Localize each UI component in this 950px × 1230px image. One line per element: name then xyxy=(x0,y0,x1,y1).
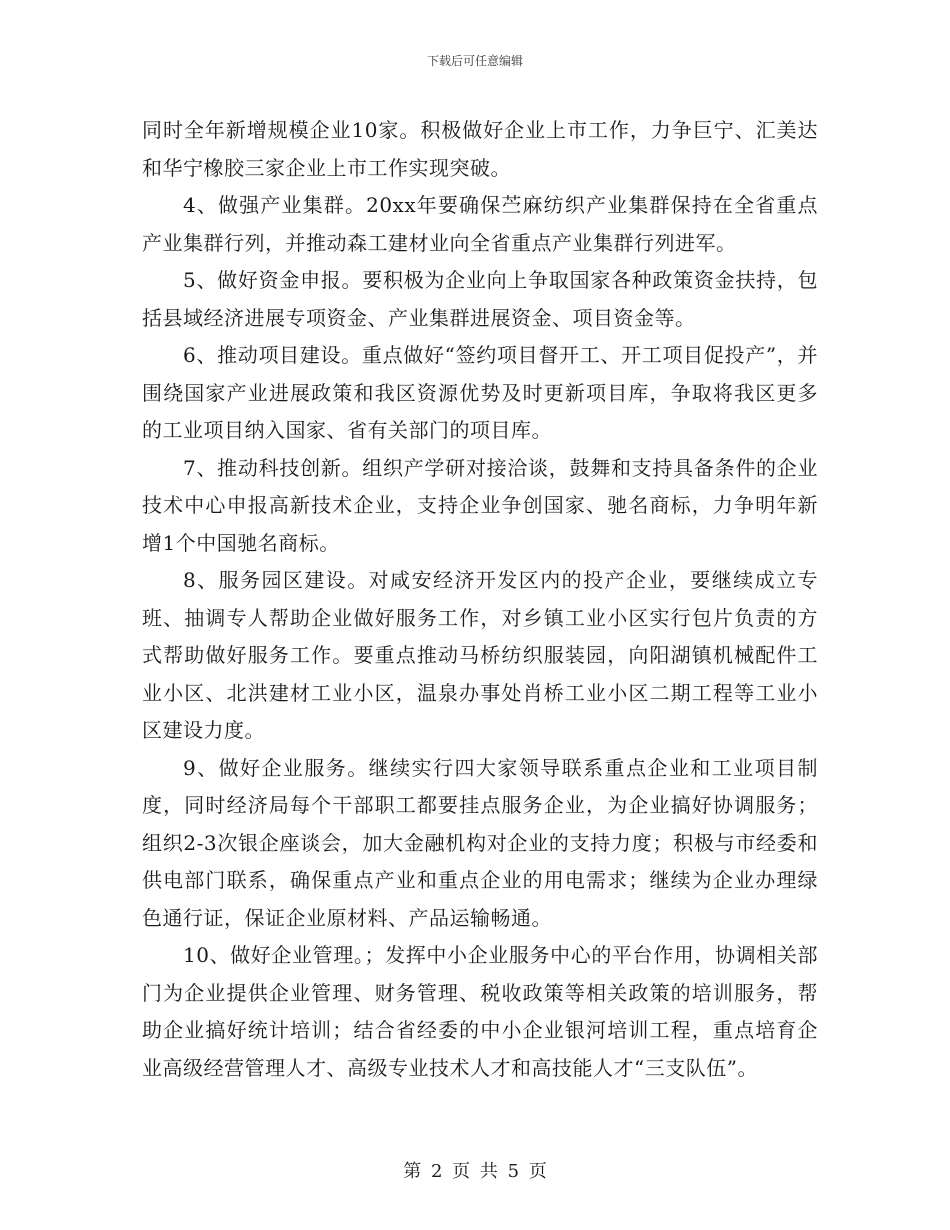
document-body xyxy=(142,112,818,1087)
page-header: 下载后可任意编辑 xyxy=(426,54,523,68)
paragraph-item-10: 10、做好企业管理。；发挥中小企业服务中心的平台作用，协调相关部门为企业提供企业管理、财务管理、税收政策等相关政策的培训服务，帮助企业搞好统计培训；结合省经委的中小企业银河培训工程，重点培育企业高级经营管理人才、高级专业技术人才和高技能人才“三支队伍”。 xyxy=(142,943,818,1080)
paragraph-item-8: 8、服务园区建设。对咸安经济开发区内的投产企业，要继续成立专班、抽调专人帮助企业做好服务工作，对乡镇工业小区实行包片负责的方式帮助做好服务工作。要重点推动马桥纺织服装园，向阳湖镇机械配件工业小区、北洪建材工业小区，温泉办事处肖桥工业小区二期工程等工业小区建设力度。 xyxy=(142,568,818,742)
paragraph-item-7: 7、推动科技创新。组织产学研对接洽谈，鼓舞和支持具备条件的企业技术中心申报高新技术企业，支持企业争创国家、驰名商标，力争明年新增1个中国驰名商标。 xyxy=(142,455,818,555)
paragraph-item-4: 4、做强产业集群。20xx年要确保苎麻纺织产业集群保持在全省重点产业集群行列，并推动森工建材业向全省重点产业集群行列进军。 xyxy=(142,193,818,255)
paragraph-continuation: 同时全年新增规模企业10家。积极做好企业上市工作，力争巨宁、汇美达和华宁橡胶三家企业上市工作实现突破。 xyxy=(142,118,818,180)
paragraph-item-5: 5、做好资金申报。要积极为企业向上争取国家各种政策资金扶持，包括县域经济进展专项资金、产业集群进展资金、项目资金等。 xyxy=(142,268,818,330)
paragraph-item-6: 6、推动项目建设。重点做好“签约项目督开工、开工项目促投产”，并围绕国家产业进展政策和我区资源优势及时更新项目库，争取将我区更多的工业项目纳入国家、省有关部门的项目库。 xyxy=(142,343,818,442)
paragraph-item-9: 9、做好企业服务。继续实行四大家领导联系重点企业和工业项目制度，同时经济局每个干部职工都要挂点服务企业，为企业搞好协调服务；组织2-3次银企座谈会，加大金融机构对企业的支持力度；积极与市经委和供电部门联系，确保重点产业和重点企业的用电需求；继续为企业办理绿色通行证，保证企业原材料、产品运输畅通。 xyxy=(142,755,818,930)
page-number-footer: 第 2 页 共 5 页 xyxy=(403,1161,547,1182)
